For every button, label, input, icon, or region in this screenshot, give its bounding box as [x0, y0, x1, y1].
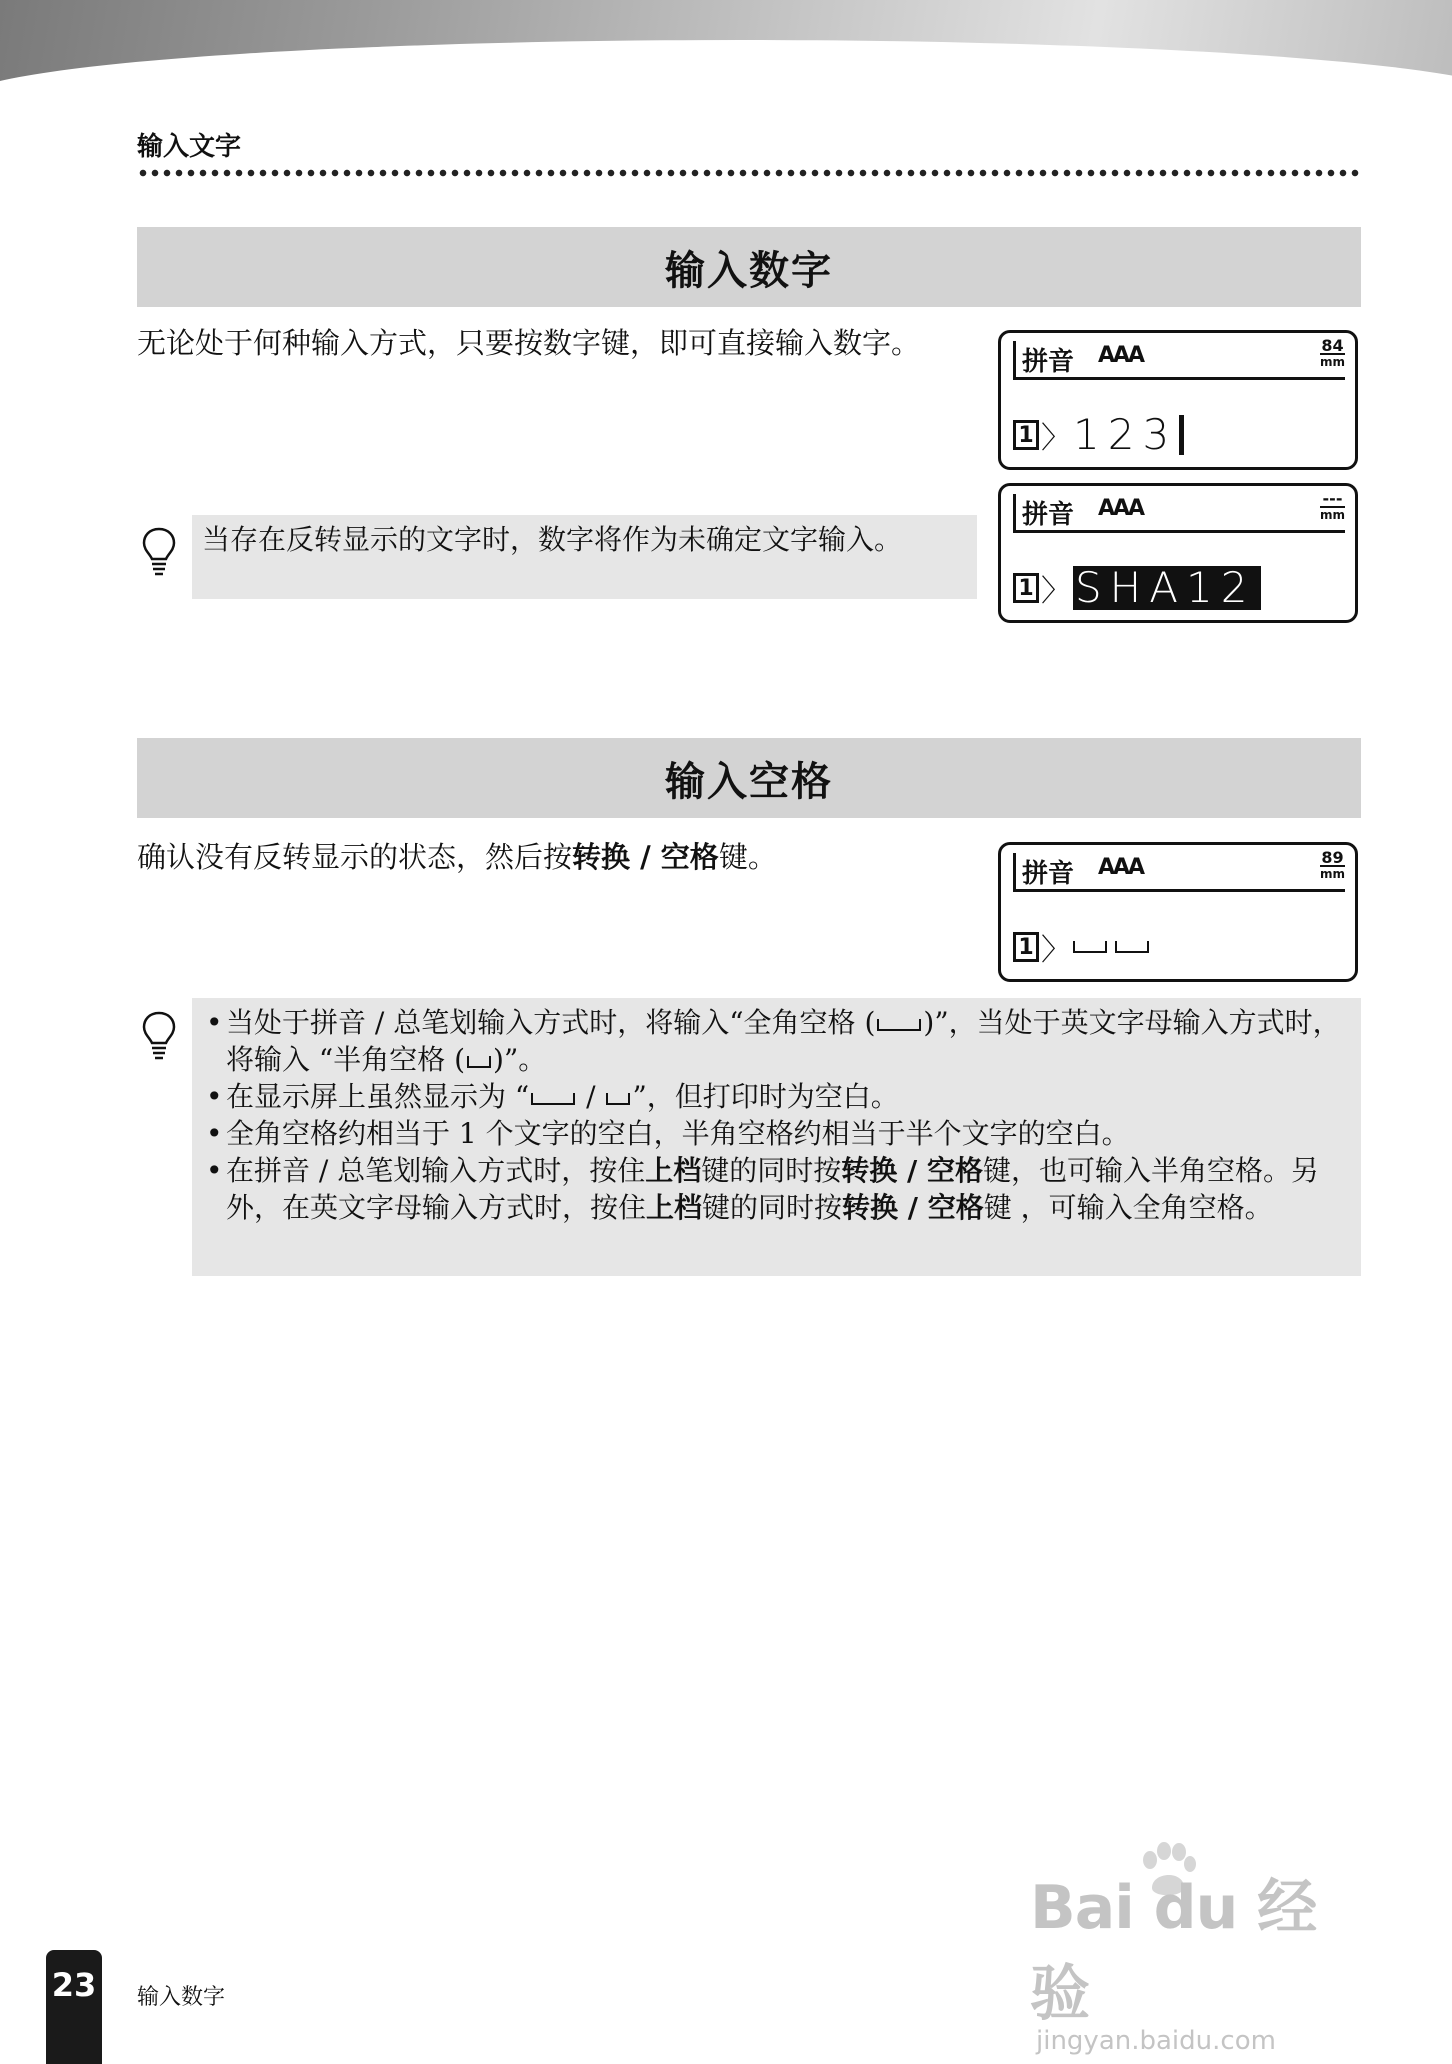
section-title-numbers: 输入数字 [665, 247, 833, 294]
lightbulb-icon [140, 1010, 178, 1062]
numbers-body-text: 无论处于何种输入方式，只要按数字键，即可直接输入数字。 [137, 326, 921, 360]
page-number: 23 [51, 1966, 97, 2004]
line-arrow-icon: 〉 [1041, 421, 1071, 456]
input-mode-label: 拼音 [1022, 347, 1075, 377]
space-symbol-icon [1115, 941, 1149, 953]
lcd-text-line [1013, 563, 1261, 612]
input-mode-label: 拼音 [1022, 500, 1075, 530]
section-title-space: 输入空格 [665, 758, 833, 805]
line-number-badge: 1 [1013, 573, 1039, 603]
label-length-indicator: 84 mm [1319, 336, 1345, 369]
list-item: • 全角空格约相当于 1 个文字的空白，半角空格约相当于半个文字的空白。 [202, 1115, 1353, 1152]
lcd-display-inverted [998, 483, 1358, 623]
lcd-status-bar [1013, 336, 1345, 380]
label-length-indicator: 89 mm [1319, 848, 1345, 881]
input-mode-label: 拼音 [1022, 859, 1075, 889]
section-title-bar-space [137, 738, 1361, 818]
watermark-main-text: Bai du 经验 [1030, 1873, 1317, 2029]
numbers-tip-text: 当存在反转显示的文字时，数字将作为未确定文字输入。 [202, 523, 903, 556]
line-number-badge: 1 [1013, 932, 1039, 962]
lcd-text-line [1013, 925, 1157, 969]
numbers-tip-note [192, 515, 977, 599]
half-width-space-icon [606, 1093, 630, 1105]
half-width-space-icon [467, 1056, 491, 1068]
baidu-jingyan-watermark [1030, 1860, 1370, 2056]
font-size-indicator: AAA [1098, 496, 1144, 521]
lcd-status-bar [1013, 848, 1345, 892]
font-size-indicator: AAA [1098, 343, 1144, 368]
lcd-entered-text: 123 [1073, 410, 1178, 459]
full-width-space-icon [877, 1019, 921, 1031]
lcd-status-bar [1013, 489, 1345, 533]
list-item: • 在拼音 / 总笔划输入方式时，按住上档键的同时按转换 / 空格键，也可输入半角空格。另外，在英文字母输入方式时，按住上档键的同时按转换 / 空格键 ，可输入全角空格。 [202, 1152, 1353, 1226]
space-symbol-icon [1073, 941, 1107, 953]
lcd-text-line [1013, 410, 1184, 459]
section-title-bar-numbers [137, 227, 1361, 307]
line-arrow-icon: 〉 [1041, 933, 1071, 968]
line-number-badge: 1 [1013, 420, 1039, 450]
lcd-inverted-text: SHA12 [1073, 566, 1261, 610]
lightbulb-icon [140, 526, 178, 578]
page-number-tab [46, 1950, 102, 2064]
dotted-divider [137, 168, 1361, 178]
font-size-indicator: AAA [1098, 855, 1144, 880]
full-width-space-icon [531, 1093, 575, 1105]
label-length-indicator: --- mm [1319, 489, 1345, 522]
line-arrow-icon: 〉 [1041, 574, 1071, 609]
space-tips-note [192, 998, 1361, 1276]
space-tips-list [202, 1004, 1353, 1226]
space-body-text: 确认没有反转显示的状态，然后按转换 / 空格键。 [137, 840, 777, 874]
list-item: • 当处于拼音 / 总笔划输入方式时，将输入“全角空格 ( )”，当处于英文字母输入方式时，将输入 “半角空格 ( )”。 [202, 1004, 1353, 1078]
key-convert-space: 转换 / 空格 [572, 840, 719, 874]
list-item: • 在显示屏上虽然显示为 “ / ”，但打印时为空白。 [202, 1078, 1353, 1115]
text-cursor [1179, 415, 1184, 455]
chapter-header: 输入文字 [137, 132, 242, 162]
watermark-url: jingyan.baidu.com [1036, 2026, 1276, 2056]
lcd-display-space [998, 842, 1358, 982]
footer-section-label: 输入数字 [137, 1985, 226, 2010]
lcd-display-numbers [998, 330, 1358, 470]
